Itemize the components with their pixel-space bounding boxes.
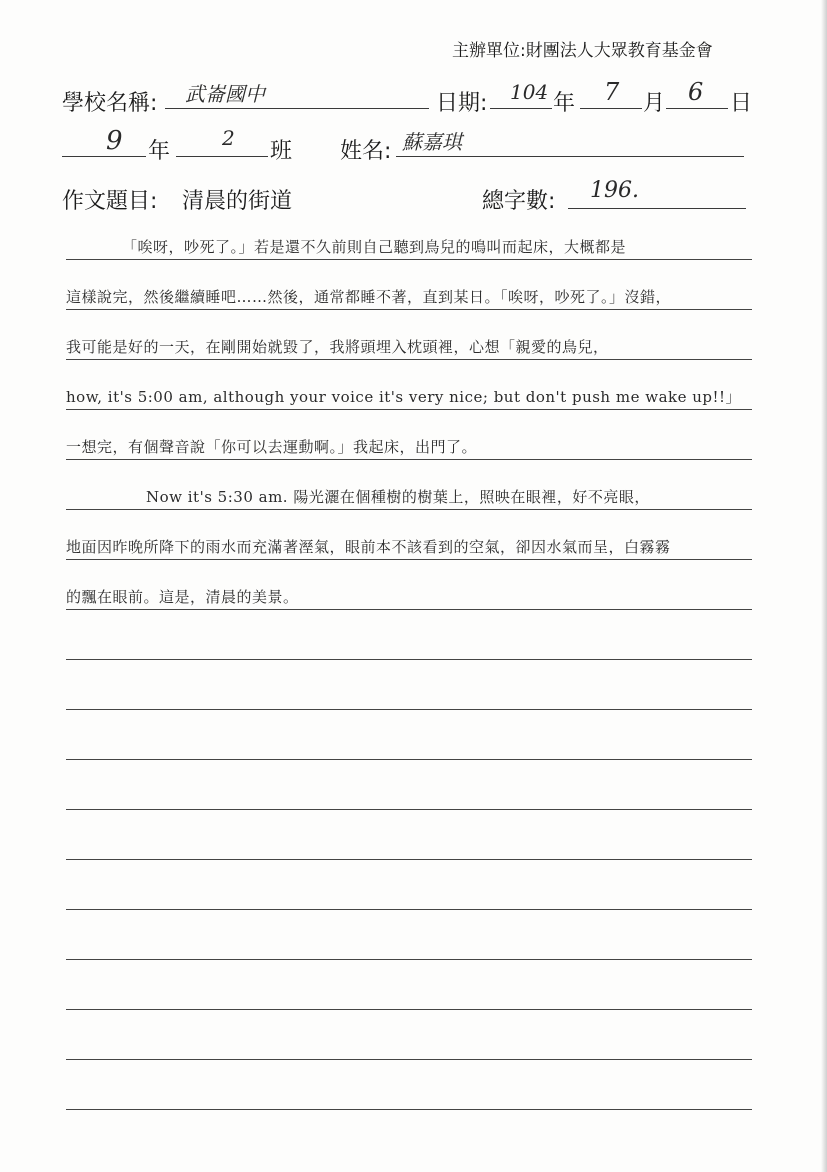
grade-unit: 年: [148, 139, 171, 164]
date-year-underline: [490, 108, 552, 109]
essay-line-7: 地面因昨晚所降下的雨水而充滿著溼氣，眼前本不該看到的空氣，卻因水氣而呈，白霧霧: [66, 538, 671, 556]
writing-line: [66, 959, 752, 960]
date-day-underline: [666, 108, 728, 109]
essay-line-2: 這樣說完，然後繼續睡吧……然後，通常都睡不著，直到某日。「唉呀，吵死了。」沒錯，: [66, 288, 672, 306]
essay-line-3: 我可能是好的一天，在剛開始就毀了，我將頭埋入枕頭裡，心想「親愛的鳥兒，: [66, 338, 609, 356]
writing-line: [66, 759, 752, 760]
writing-line: [66, 709, 752, 710]
date-month: 7: [604, 78, 620, 106]
class-value: 2: [222, 126, 235, 150]
name-underline: [396, 156, 744, 157]
writing-line: [66, 809, 752, 810]
writing-line: [66, 909, 752, 910]
class-underline: [176, 156, 268, 157]
date-label: 日期:: [436, 91, 488, 116]
school-underline: [165, 108, 429, 109]
grade-value: 9: [106, 126, 123, 156]
writing-line: [66, 1109, 752, 1110]
essay-line-8: 的飄在眼前。這是，清晨的美景。: [66, 588, 299, 606]
writing-line: [66, 509, 752, 510]
date-year: 104: [510, 80, 549, 104]
name-value: 蘇嘉琪: [402, 130, 462, 154]
topic-value: 清晨的街道: [182, 189, 293, 214]
topic-label: 作文題目:: [62, 189, 158, 214]
writing-line: [66, 1059, 752, 1060]
wordcount-label: 總字數:: [482, 189, 556, 214]
essay-line-5: 一想完，有個聲音說「你可以去運動啊。」我起床，出門了。: [66, 438, 478, 456]
wordcount-underline: [568, 208, 746, 209]
writing-line: [66, 359, 752, 360]
writing-line: [66, 609, 752, 610]
writing-line: [66, 1009, 752, 1010]
writing-line: [66, 459, 752, 460]
date-day: 6: [688, 78, 704, 106]
day-unit: 日: [730, 91, 753, 116]
writing-line: [66, 309, 752, 310]
year-unit: 年: [553, 91, 576, 116]
date-month-underline: [580, 108, 642, 109]
writing-line: [66, 409, 752, 410]
essay-line-6: Now it's 5:30 am. 陽光灑在個種樹的樹葉上，照映在眼裡，好不亮眼，: [146, 488, 650, 506]
month-unit: 月: [643, 91, 666, 116]
scan-edge-shadow: [821, 0, 827, 1172]
organizer-text: 主辦單位:財團法人大眾教育基金會: [452, 41, 713, 61]
school-label: 學校名稱:: [62, 91, 158, 116]
school-value: 武崙國中: [185, 82, 265, 106]
writing-line: [66, 259, 752, 260]
writing-line: [66, 659, 752, 660]
writing-line: [66, 859, 752, 860]
grade-underline: [62, 156, 146, 157]
wordcount-value: 196.: [590, 178, 639, 203]
essay-line-4: how, it's 5:00 am, although your voice it's very nice; but don't push me wake up!!」: [66, 388, 742, 406]
writing-line: [66, 559, 752, 560]
class-unit: 班: [270, 139, 293, 164]
essay-line-1: 「唉呀，吵死了。」若是還不久前則自己聽到鳥兒的鳴叫而起床，大概都是: [122, 238, 627, 256]
name-label: 姓名:: [340, 139, 392, 164]
